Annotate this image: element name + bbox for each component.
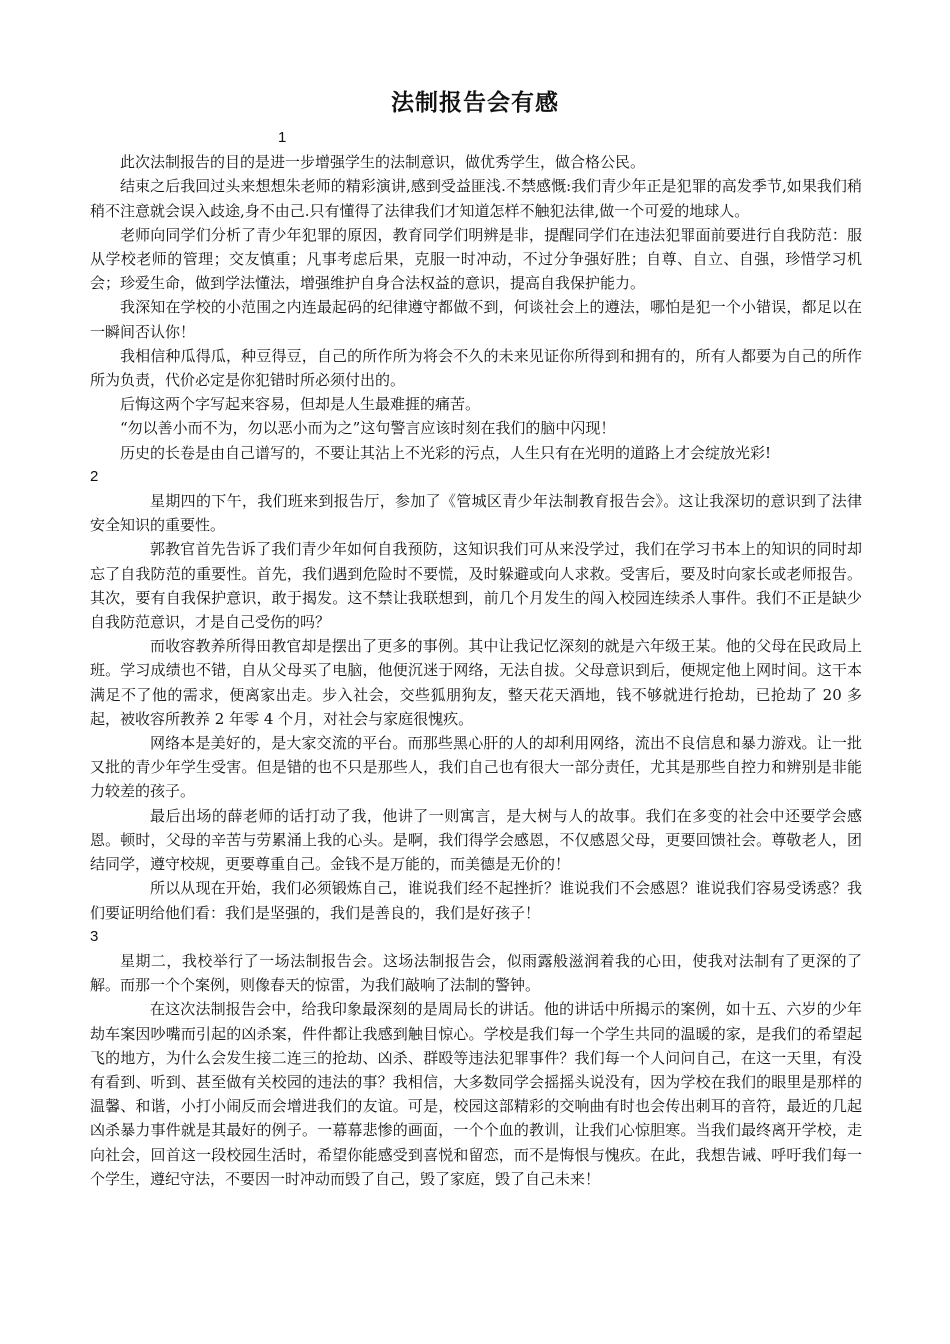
section-number: 3 — [90, 927, 99, 945]
paragraph: 此次法制报告的目的是进一步增强学生的法制意识，做优秀学生，做合格公民。 — [120, 153, 646, 172]
document-body — [90, 126, 862, 1191]
section-number: 2 — [90, 467, 99, 485]
paragraph: 星期四的下午，我们班来到报告厅，参加了《管城区青少年法制教育报告会》。这让我深切的意识到了法律安全知识的重要性。 — [90, 492, 862, 535]
paragraph: 后悔这两个字写起来容易，但却是人生最难捱的痛苦。 — [120, 395, 481, 414]
page-title: 法制报告会有感 — [391, 90, 559, 116]
paragraph: 历史的长卷是由自己谱写的，不要让其沾上不光彩的污点，人生只有在光明的道路上才会绽放光彩! — [120, 443, 772, 462]
paragraph: 网络本是美好的，是大家交流的平台。而那些黑心肝的人的却利用网络，流出不良信息和暴力游戏。让一批又批的青少年学生受害。但是错的也不只是那些人，我们自己也有很大一部分责任，尤其是那些自控力和辨别是非能力较差的孩子。 — [90, 734, 862, 801]
paragraph: 郭教官首先告诉了我们青少年如何自我预防，这知识我们可从来没学过，我们在学习书本上的知识的同时却忘了自我防范的重要性。首先，我们遇到危险时不要慌，及时躲避或向人求救。受害后，要及时向家长或老师报告。其次，要有自我保护意识，敢于揭发。这不禁让我联想到，前几个月发生的闯入校园连续杀人事件。我们不正是缺少自我防范意识，才是自己受伤的吗？ — [90, 540, 862, 632]
paragraph: 所以从现在开始，我们必须锻炼自己，谁说我们经不起挫折？谁说我们不会感恩？谁说我们容易受诱惑？我们要证明给他们看：我们是坚强的，我们是善良的，我们是好孩子！ — [90, 879, 862, 922]
paragraph: 我相信种瓜得瓜，种豆得豆，自己的所作所为将会不久的未来见证你所得到和拥有的，所有人都要为自己的所作所为负责，代价必定是你犯错时所必须付出的。 — [90, 346, 862, 390]
paragraph: 在这次法制报告会中，给我印象最深刻的是周局长的讲话。他的讲话中所揭示的案例，如十五、六岁的少年劫车案因吵嘴而引起的凶杀案，件件都让我感到触目惊心。学校是我们每一个学生共同的温暖的家，是我们的希望起飞的地方，为什么会发生接二连三的抢劫、凶杀、群殴等违法犯罪事件？我们每一个人问问自己，在这一天里，有没有看到、听到、甚至做有关校园的违法的事？我相信，大多数同学会摇摇头说没有，因为学校在我们的眼里是那样的温馨、和谐，小打小闹反而会增进我们的友谊。可是，校园这部精彩的交响曲有时也会传出刺耳的音符，最近的几起凶杀暴力事件就是其最好的例子。一幕幕悲惨的画面，一个个血的教训，让我们心惊胆寒。当我们最终离开学校，走向社会，回首这一段校园生活时，希望你能感受到喜悦和留恋，而不是悔恨与愧疚。在此，我想告诫、呼吁我们每一个学生，遵纪守法，不要因一时冲动而毁了自己，毁了家庭，毁了自己未来！ — [90, 1000, 862, 1188]
paragraph: “勿以善小而不为，勿以恶小而为之”这句警言应该时刻在我们的脑中闪现！ — [120, 419, 616, 438]
paragraph: 最后出场的薛老师的话打动了我，他讲了一则寓言，是大树与人的故事。我们在多变的社会中还要学会感恩。顿时，父母的辛苦与劳累涌上我的心头。是啊，我们得学会感恩，不仅感恩父母，更要回馈社会。尊敬老人，团结同学，遵守校规，更要尊重自己。金钱不是万能的，而美德是无价的！ — [90, 806, 862, 874]
section-number: 1 — [278, 129, 287, 146]
paragraph: 我深知在学校的小范围之内连最起码的纪律遵守都做不到，何谈社会上的遵法，哪怕是犯一个小错误，都足以在一瞬间否认你！ — [90, 298, 862, 341]
paragraph: 而收容教养所得田教官却是摆出了更多的事例。其中让我记忆深刻的就是六年级王某。他的父母在民政局上班。学习成绩也不错，自从父母买了电脑，他便沉迷于网络，无法自拔。父母意识到后，便规定他上网时间。这干本满足不了他的需求，便离家出走。步入社会，交些狐朋狗友，整天花天酒地，钱不够就进行抢劫，已抢劫了 20 多起，被收容所教养 2 年零 4 个月，对社会与家庭很愧疚。 — [90, 637, 862, 728]
paragraph: 星期二，我校举行了一场法制报告会。这场法制报告会，似雨露般滋润着我的心田，使我对法制有了更深的了解。而那一个个案例，则像春天的惊雷，为我们敲响了法制的警钟。 — [90, 951, 862, 995]
paragraph: 结束之后我回过头来想想朱老师的精彩演讲,感到受益匪浅.不禁感慨:我们青少年正是犯罪的高发季节,如果我们稍稍不注意就会误入歧途,身不由己.只有懂得了法律我们才知道怎样不触犯法律,做一个可爱的地球人。 — [90, 177, 862, 220]
paragraph: 老师向同学们分析了青少年犯罪的原因，教育同学们明辨是非，提醒同学们在违法犯罪面前要进行自我防范：服从学校老师的管理；交友慎重；凡事考虑后果，克服一时冲动，不过分争强好胜；自尊、自立、自强，珍惜学习机会；珍爱生命，做到学法懂法，增强维护自身合法权益的意识，提高自我保护能力。 — [90, 225, 862, 293]
